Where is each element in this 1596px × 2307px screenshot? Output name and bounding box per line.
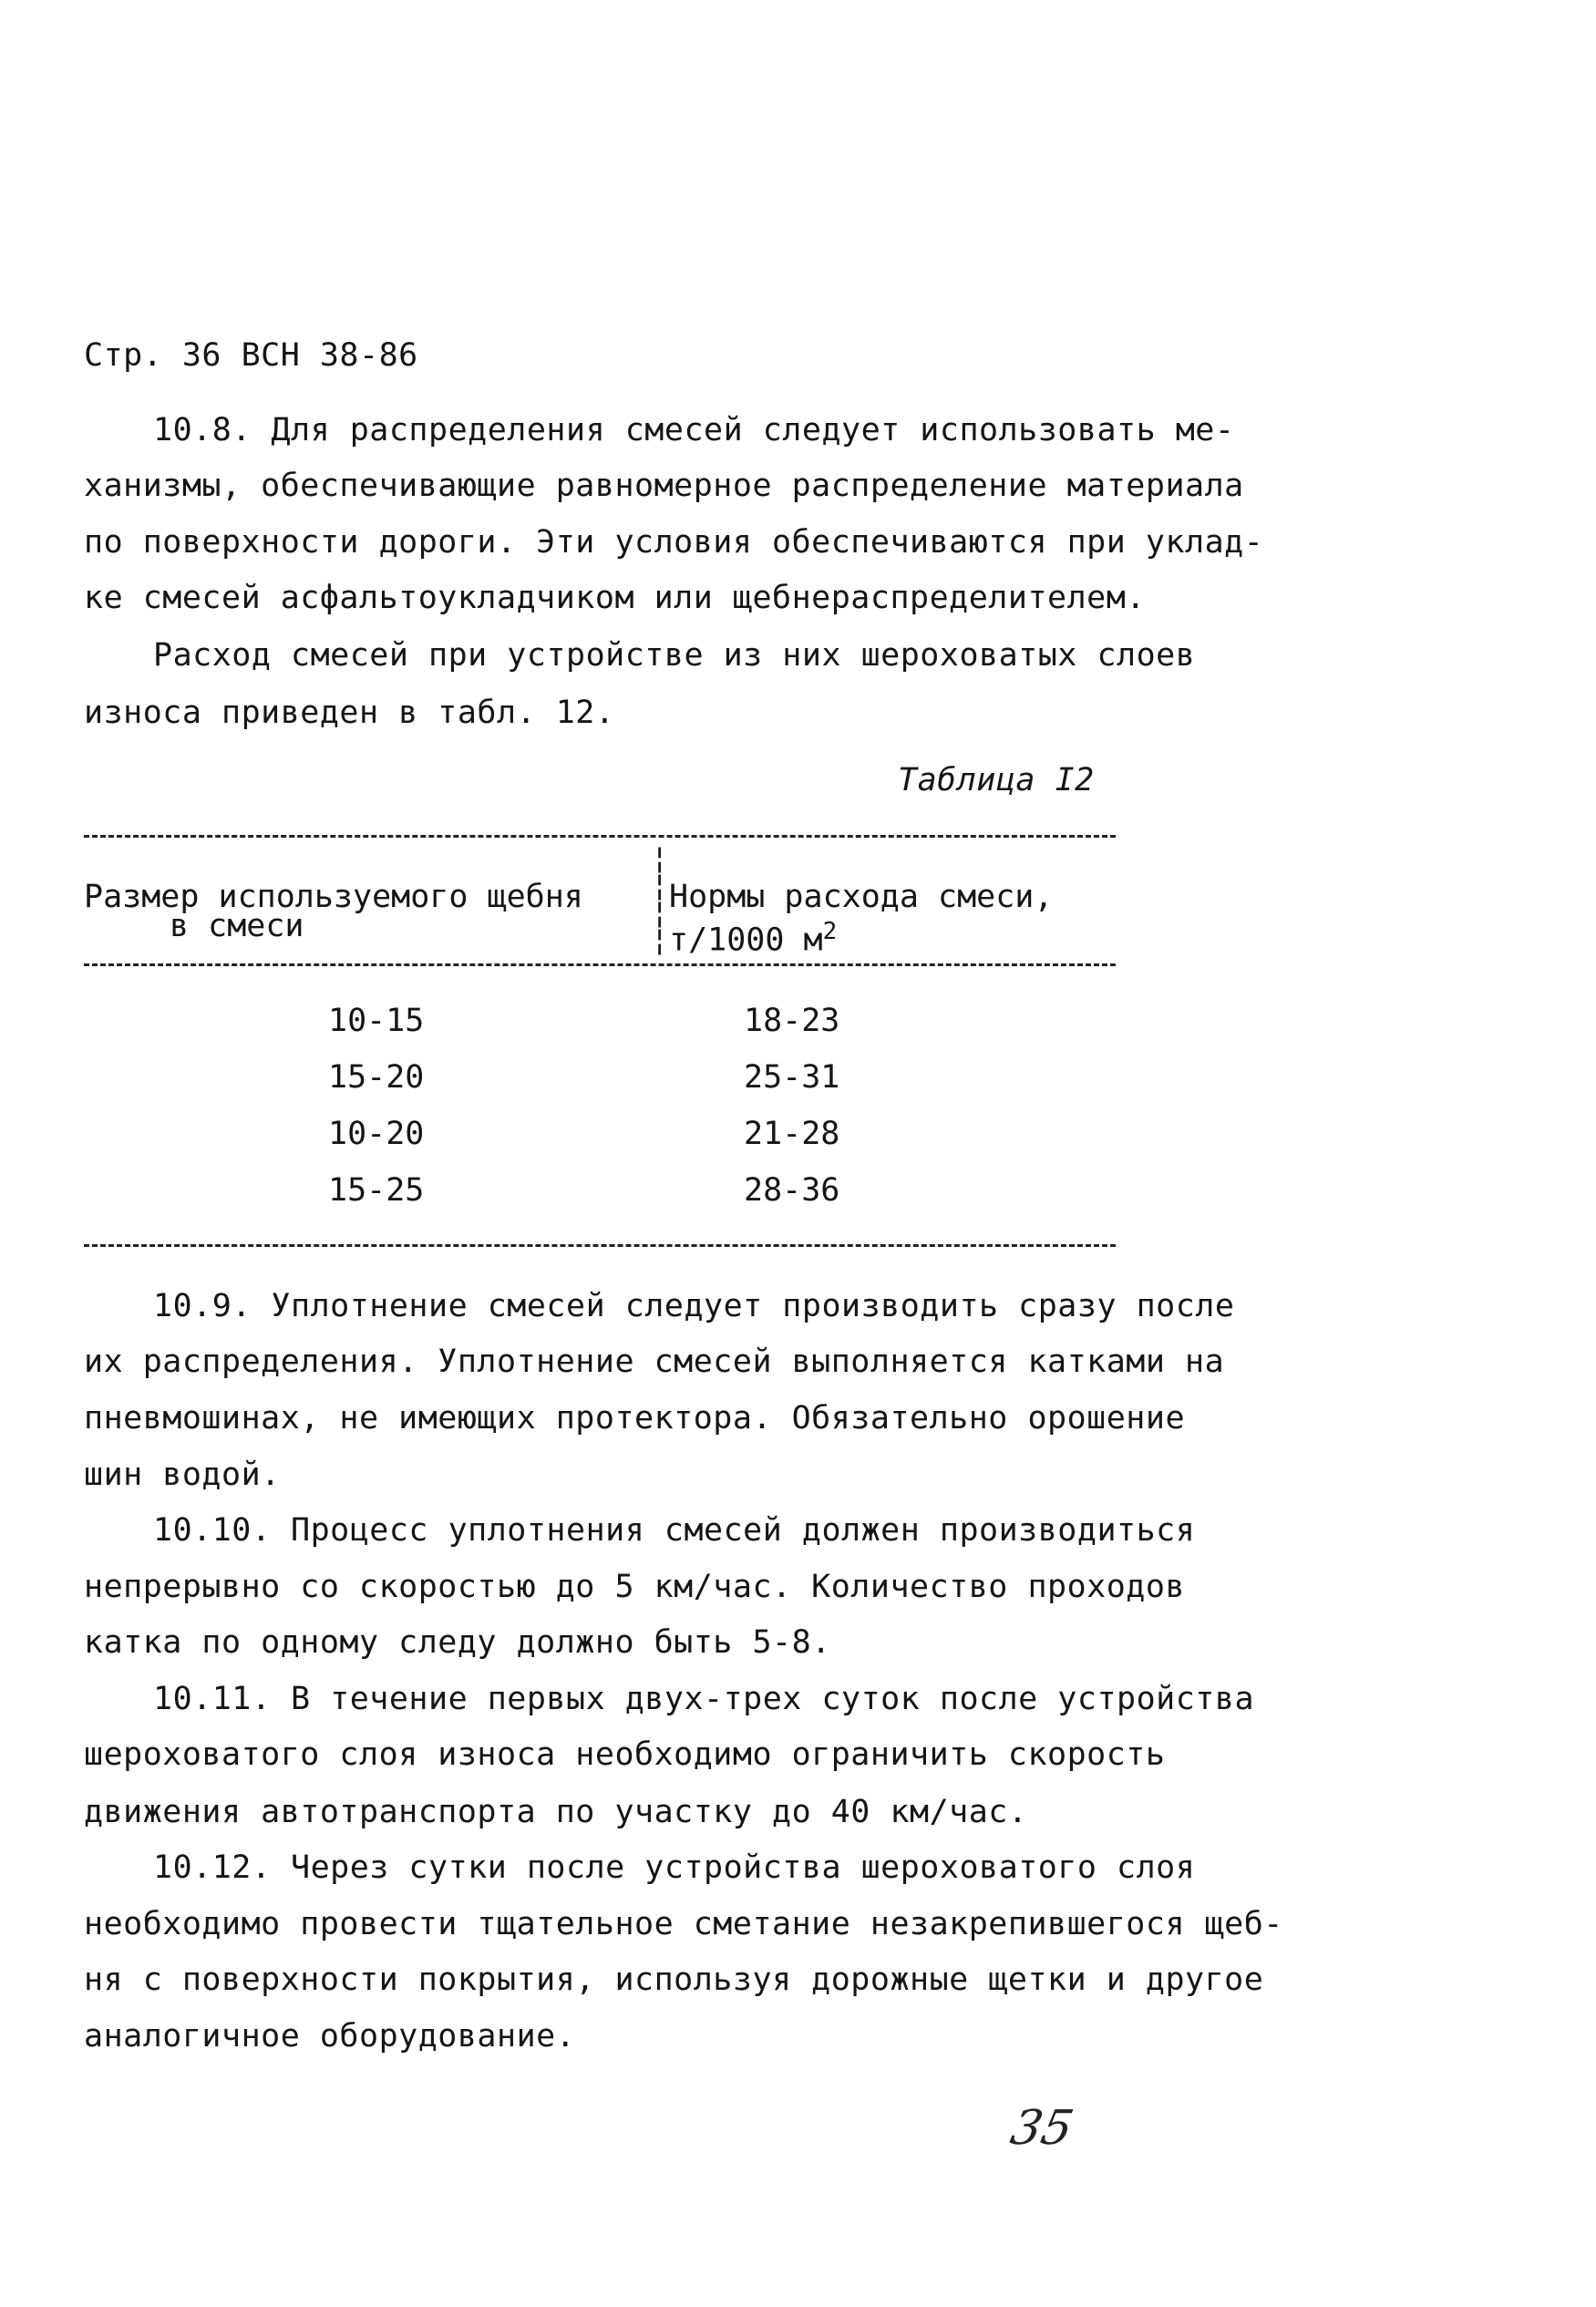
- paragraph-10-9-line: 10.9. Уплотнение смесей следует производить сразу после: [153, 1288, 1235, 1324]
- paragraph-10-9-line: шин водой.: [84, 1457, 281, 1493]
- paragraph-10-12-line: 10.12. Через сутки после устройства шероховатого слоя: [153, 1849, 1196, 1886]
- paragraph-10-8-line: 10.8. Для распределения смесей следует использовать ме-: [153, 412, 1235, 448]
- paragraph-10-12-line: аналогичное оборудование.: [84, 2018, 576, 2055]
- paragraph-10-11-line: 10.11. В течение первых двух-трех суток после устройства: [153, 1681, 1255, 1717]
- table-header-norm-unit: т/1000 м: [669, 922, 823, 959]
- paragraph-10-11-line: шероховатого слоя износа необходимо ограничить скорость: [84, 1736, 1166, 1773]
- table-row-size: 10-20: [328, 1116, 425, 1152]
- table-row-norm: 18-23: [744, 1003, 840, 1039]
- table-header-norm-line1: Нормы расхода смеси,: [669, 879, 1054, 915]
- paragraph-10-11-line: движения автотранспорта по участку до 40 км/час.: [84, 1794, 1028, 1830]
- table-row-size: 15-25: [328, 1172, 425, 1209]
- table-row-norm: 28-36: [744, 1172, 840, 1209]
- paragraph-10-12-line: необходимо провести тщательное сметание незакрепившегося щеб-: [84, 1906, 1283, 1942]
- paragraph-10-9-line: пневмошинах, не имеющих протектора. Обязательно орошение: [84, 1400, 1186, 1437]
- handwritten-page-number: 35: [1005, 2101, 1078, 2156]
- table-column-separator: ¦ ¦ ¦ ¦: [651, 840, 669, 957]
- page-header: Стр. 36 ВСН 38-86: [84, 337, 418, 374]
- table-row-size: 10-15: [328, 1003, 425, 1039]
- table-header-size-line2: в смеси: [170, 908, 304, 944]
- paragraph-rashod-line: износа приведен в табл. 12.: [84, 695, 615, 731]
- paragraph-10-9-line: их распределения. Уплотнение смесей выполняется катками на: [84, 1344, 1225, 1380]
- table-caption: Таблица I2: [898, 762, 1095, 798]
- table-row-norm: 21-28: [744, 1116, 840, 1152]
- paragraph-10-10-line: 10.10. Процесс уплотнения смесей должен производиться: [153, 1512, 1196, 1549]
- table-header-norm-line2: [669, 911, 837, 961]
- paragraph-rashod-line: Расход смесей при устройстве из них шероховатых слоев: [153, 637, 1196, 674]
- paragraph-10-10-line: катка по одному следу должно быть 5-8.: [84, 1624, 831, 1661]
- table-top-rule: [84, 835, 1116, 838]
- table-header-norm-sup: 2: [822, 918, 838, 945]
- paragraph-10-8-line: ханизмы, обеспечивающие равномерное распределение материала: [84, 468, 1244, 504]
- table-bottom-rule: [84, 1244, 1116, 1247]
- paragraph-10-8-line: ке смесей асфальтоукладчиком или щебнераспределителем.: [84, 580, 1146, 616]
- table-header-size-line1: Размер используемого щебня: [84, 879, 583, 915]
- paragraph-10-12-line: ня с поверхности покрытия, используя дорожные щетки и другое: [84, 1962, 1264, 1998]
- table-row-size: 15-20: [328, 1059, 425, 1096]
- paragraph-10-10-line: непрерывно со скоростью до 5 км/час. Количество проходов: [84, 1569, 1186, 1605]
- table-row-norm: 25-31: [744, 1059, 840, 1096]
- table-header-rule: [84, 963, 1116, 966]
- paragraph-10-8-line: по поверхности дороги. Эти условия обеспечиваются при уклад-: [84, 524, 1264, 561]
